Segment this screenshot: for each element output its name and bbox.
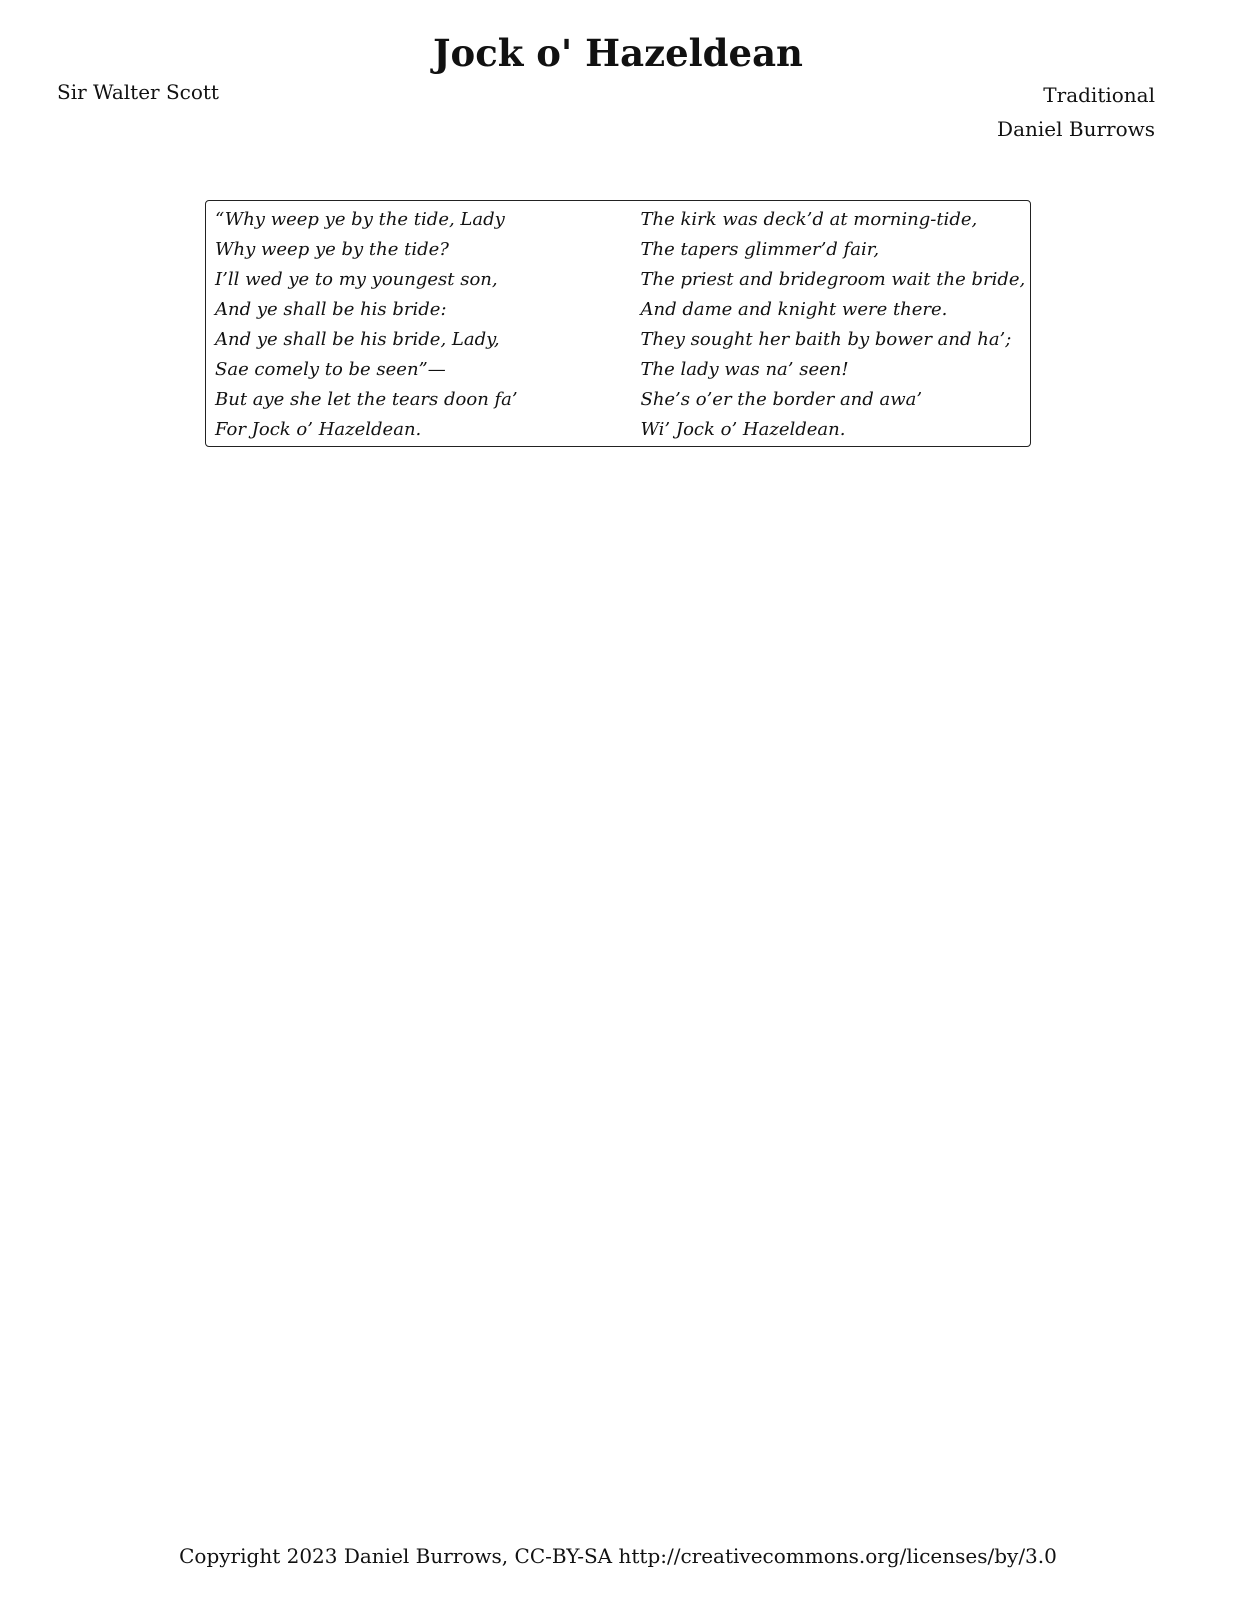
lyric-line: And ye shall be his bride, Lady, bbox=[215, 329, 500, 350]
lyric-line: And ye shall be his bride: bbox=[215, 299, 447, 320]
lyric-line: They sought her baith by bower and ha’; bbox=[640, 329, 1012, 350]
lyric-line: Why weep ye by the tide? bbox=[215, 239, 449, 260]
lyric-line: But aye she let the tears doon fa’ bbox=[215, 389, 518, 410]
lyrics-box bbox=[205, 200, 1031, 447]
lyricist-credit: Sir Walter Scott bbox=[57, 80, 219, 104]
lyric-line: The kirk was deck’d at morning-tide, bbox=[640, 209, 978, 230]
lyric-line: She’s o’er the border and awa’ bbox=[640, 389, 923, 410]
lyric-line: The tapers glimmer’d fair, bbox=[640, 239, 880, 260]
lyric-line: I’ll wed ye to my youngest son, bbox=[215, 269, 498, 290]
stanza-1 bbox=[215, 205, 640, 446]
lyric-line: “Why weep ye by the tide, Lady bbox=[215, 209, 505, 230]
lyric-line: The priest and bridegroom wait the bride, bbox=[640, 269, 1026, 290]
arranger-credit: Daniel Burrows bbox=[997, 117, 1155, 141]
lyric-line: Sae comely to be seen”— bbox=[215, 359, 446, 380]
lyric-line: Wi’ Jock o’ Hazeldean. bbox=[640, 419, 846, 440]
copyright-footer: Copyright 2023 Daniel Burrows, CC-BY-SA http://creativecommons.org/licenses/by/3.0 bbox=[179, 1544, 1057, 1568]
lyric-line: For Jock o’ Hazeldean. bbox=[215, 419, 422, 440]
song-title: Jock o' Hazeldean bbox=[433, 31, 803, 75]
music-credits bbox=[997, 78, 1155, 146]
lyric-line: And dame and knight were there. bbox=[640, 299, 948, 320]
music-source-credit: Traditional bbox=[1043, 83, 1155, 107]
stanza-2 bbox=[640, 205, 1030, 446]
lyric-line: The lady was na’ seen! bbox=[640, 359, 849, 380]
